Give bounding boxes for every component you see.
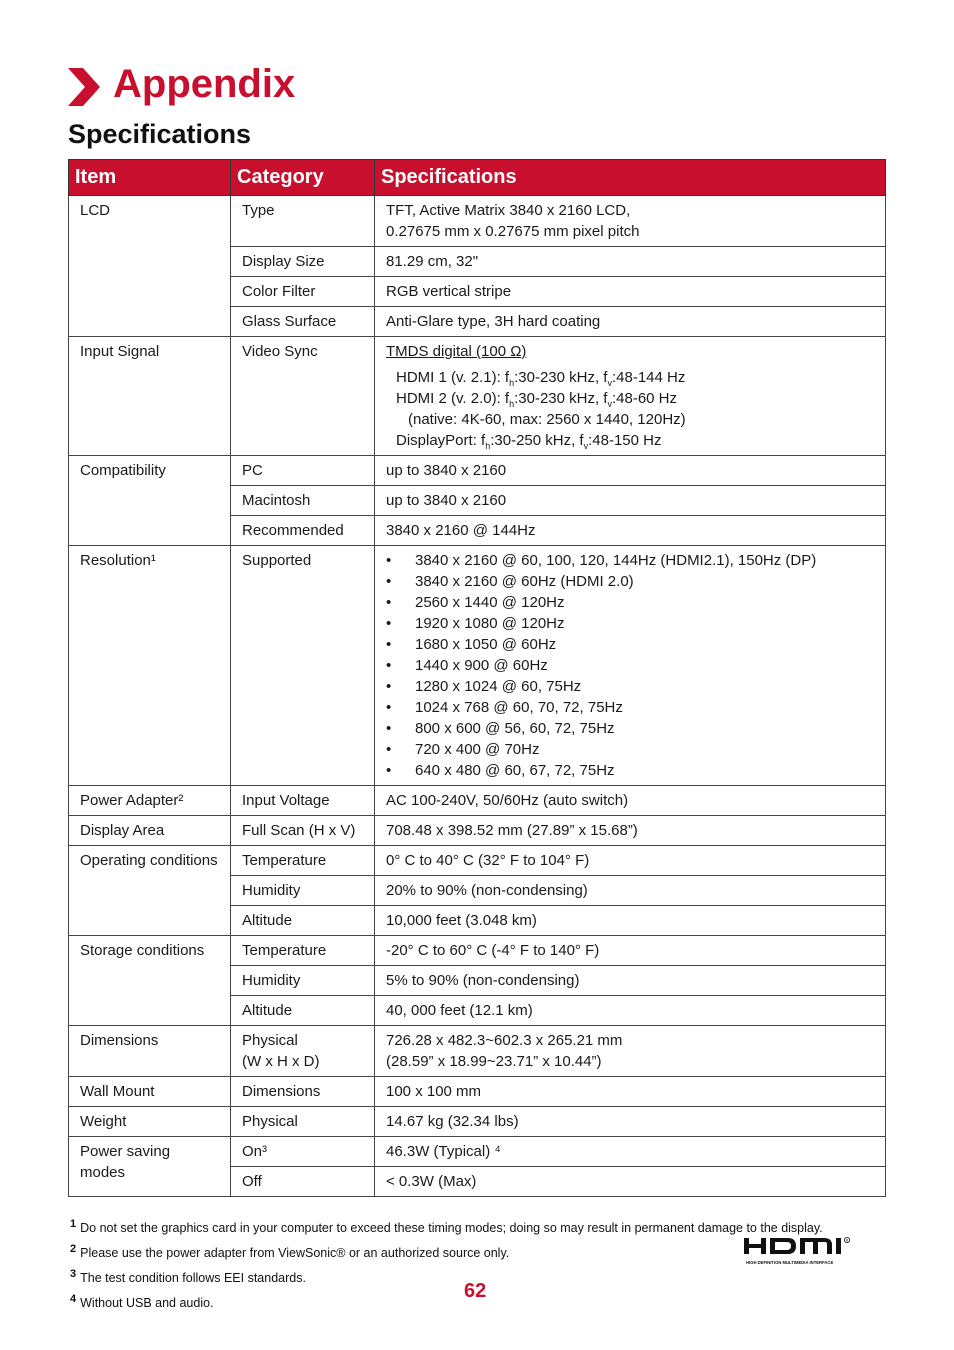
row-item: Display Area [69,816,231,846]
page-title: Appendix [113,62,296,106]
header-item: Item [69,160,231,196]
row-category: Type [231,196,375,247]
row-category: Temperature [231,846,375,876]
row-item: Power saving modes [69,1137,231,1197]
spec-line: 726.28 x 482.3~602.3 x 265.21 mm [386,1032,623,1049]
row-spec [375,546,886,786]
row-item: Power Adapter² [69,786,231,816]
table-row [69,337,886,456]
row-spec: 10,000 feet (3.048 km) [375,906,886,936]
row-category: Macintosh [231,486,375,516]
table-row [69,546,886,786]
row-spec: up to 3840 x 2160 [375,486,886,516]
hdmi1-line: HDMI 1 (v. 2.1): $f_h:30-230$ kHz, $f_v:48-144$ Hz [396,369,686,388]
row-category: Physical [231,1107,375,1137]
row-spec [375,337,886,456]
footnote: $^2$ Please use the power adapter from ViewSonic® or an authorized source only. [70,1243,510,1261]
row-category: On³ [231,1137,375,1167]
chevron-right-icon [66,68,102,106]
row-category: Display Size [231,247,375,277]
list-item: • 1920 x 1080 @ 120Hz [386,613,874,634]
hdmi-logo [744,1236,866,1268]
row-spec: 5% to 90% (non-condensing) [375,966,886,996]
list-item: • 1680 x 1050 @ 60Hz [386,634,874,655]
list-item: • 800 x 600 @ 56, 60, 72, 75Hz [386,718,874,739]
list-item: • 1024 x 768 @ 60, 70, 72, 75Hz [386,697,874,718]
footnote: $^1$ Do not set the graphics card in your computer to exceed these timing modes; doing so may result in permanent damage to the display. [70,1218,823,1236]
spec-line: TFT, Active Matrix 3840 x 2160 LCD, [386,202,631,219]
table-row [69,846,886,876]
row-category: Off [231,1167,375,1197]
row-item: LCD [69,196,231,337]
row-spec: 708.48 x 398.52 mm (27.89” x 15.68”) [375,816,886,846]
table-row [69,1137,886,1167]
row-item: Wall Mount [69,1077,231,1107]
row-category: PC [231,456,375,486]
row-spec: 3840 x 2160 @ 144Hz [375,516,886,546]
footnote: $^4$ Without USB and audio. [70,1293,214,1311]
row-item: Storage conditions [69,936,231,1026]
spec-line: 0.27675 mm x 0.27675 mm pixel pitch [386,223,640,240]
row-spec: AC 100-240V, 50/60Hz (auto switch) [375,786,886,816]
header-category: Category [231,160,375,196]
row-item: Dimensions [69,1026,231,1077]
row-spec [375,196,886,247]
list-item: • 2560 x 1440 @ 120Hz [386,592,874,613]
table-row [69,936,886,966]
row-category: Humidity [231,876,375,906]
table-row [69,196,886,247]
table-row [69,786,886,816]
row-spec: -20° C to 60° C (-4° F to 140° F) [375,936,886,966]
list-item: • 3840 x 2160 @ 60Hz (HDMI 2.0) [386,571,874,592]
row-item: Weight [69,1107,231,1137]
row-spec: 0° C to 40° C (32° F to 104° F) [375,846,886,876]
row-category: Input Voltage [231,786,375,816]
list-item: • 1280 x 1024 @ 60, 75Hz [386,676,874,697]
row-category: Full Scan (H x V) [231,816,375,846]
category-line: Physical [242,1032,298,1049]
spec-line: (28.59” x 18.99~23.71” x 10.44”) [386,1053,602,1070]
footnote: $^3$ The test condition follows EEI standards. [70,1268,306,1286]
row-spec: Anti-Glare type, 3H hard coating [375,307,886,337]
page-number: 62 [464,1280,487,1302]
row-category [231,1026,375,1077]
row-category: Color Filter [231,277,375,307]
table-row [69,816,886,846]
row-spec: 20% to 90% (non-condensing) [375,876,886,906]
table-row [69,1026,886,1077]
specifications-table [68,159,886,1197]
row-spec: up to 3840 x 2160 [375,456,886,486]
row-item: Resolution¹ [69,546,231,786]
row-category: Dimensions [231,1077,375,1107]
svg-text:R: R [845,1238,849,1243]
category-line: (W x H x D) [242,1053,320,1070]
row-spec: 81.29 cm, 32" [375,247,886,277]
svg-text:HIGH DEFINITION MULTIMEDIA INT: HIGH DEFINITION MULTIMEDIA INTERFACE [746,1260,834,1265]
table-row [69,1077,886,1107]
list-item: • 1440 x 900 @ 60Hz [386,655,874,676]
table-row [69,456,886,486]
list-item: • 3840 x 2160 @ 60, 100, 120, 144Hz (HDMI2.1), 150Hz (DP) [386,550,874,571]
row-category: Humidity [231,966,375,996]
header-specifications: Specifications [375,160,886,196]
row-spec: < 0.3W (Max) [375,1167,886,1197]
resolution-list [386,550,874,781]
row-category: Altitude [231,906,375,936]
row-spec: RGB vertical stripe [375,277,886,307]
row-spec: 46.3W (Typical) ⁴ [375,1137,886,1167]
table-row [69,1107,886,1137]
displayport-line: DisplayPort: $f_h:30-250$ kHz, $f_v:48-150$ Hz [396,432,662,451]
row-spec [375,1026,886,1077]
row-category: Recommended [231,516,375,546]
footnotes [70,1214,823,1315]
row-item: Compatibility [69,456,231,546]
row-category: Supported [231,546,375,786]
row-category: Video Sync [231,337,375,456]
list-item: • 720 x 400 @ 70Hz [386,739,874,760]
native-line: (native: 4K-60, max: 2560 x 1440, 120Hz) [408,411,686,428]
row-category: Altitude [231,996,375,1026]
row-category: Glass Surface [231,307,375,337]
row-spec: 14.67 kg (32.34 lbs) [375,1107,886,1137]
list-item: • 640 x 480 @ 60, 67, 72, 75Hz [386,760,874,781]
row-spec: 40, 000 feet (12.1 km) [375,996,886,1026]
row-spec: 100 x 100 mm [375,1077,886,1107]
table-header-row [69,160,886,196]
section-title: Specifications [68,119,252,149]
tmds-line: TMDS digital (100 Ω) [386,343,527,360]
row-category: Temperature [231,936,375,966]
row-item: Input Signal [69,337,231,456]
hdmi2-line: HDMI 2 (v. 2.0): $f_h:30-230$ kHz, $f_v:48-60$ Hz [396,390,678,409]
row-item: Operating conditions [69,846,231,936]
